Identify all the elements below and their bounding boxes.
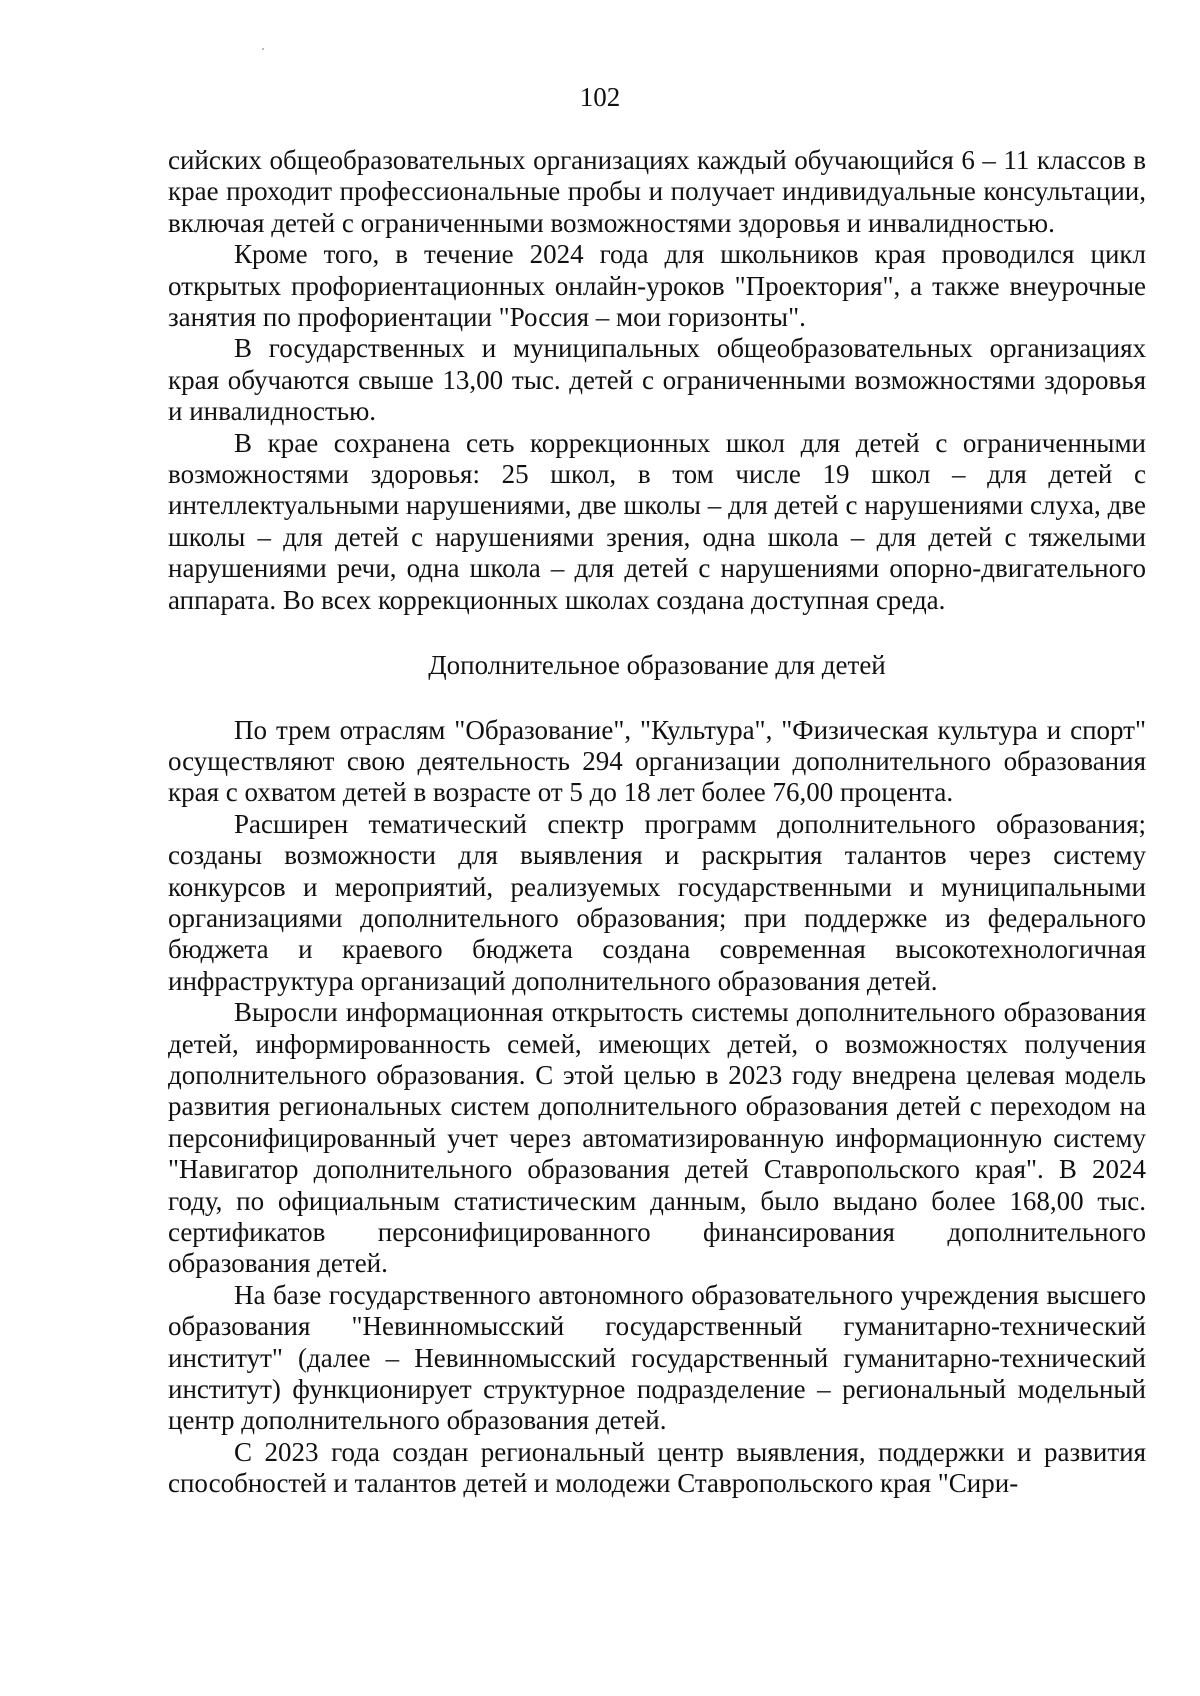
paragraph-information-openness: Выросли информационная открытость системы дополнительного образования детей, информированность семей, имеющих детей, о возможностях получения дополнительного образования. С этой целью в 2023 году внедрена целевая модель развития региональных систем дополнительного образования детей с переходом на персонифицированный учет через автоматизированную информационную систему "Навигатор дополнительного образования детей Ставропольского края". В 2024 году, по официальным статистическим данным, было выдано более 168,00 тыс. сертификатов персонифицированного финансирования дополнительного образования детей. [168, 997, 1146, 1279]
paragraph-model-center: На базе государственного автономного образовательного учреждения высшего образования "Невинномысский государственный гуманитарно-технический институт" (далее – Невинномысский государственный гуманитарно-технический институт) функционирует структурное подразделение – региональный модельный центр дополнительного образования детей. [168, 1279, 1146, 1436]
scan-speck [262, 48, 264, 50]
document-body [168, 145, 1146, 1500]
paragraph-continuation: сийских общеобразовательных организациях каждый обучающийся 6 – 11 классов в крае проходит профессиональные пробы и получает индивидуальные консультации, включая детей с ограниченными возможностями здоровья и инвалидностью. [168, 145, 1146, 238]
section-heading: Дополнительное образование для детей [428, 650, 886, 681]
paragraph-talent-center: С 2023 года создан региональный центр выявления, поддержки и развития способностей и талантов детей и молодежи Ставропольского края "Сири- [168, 1436, 1146, 1499]
page-number: 102 [579, 82, 621, 112]
paragraph-correctional-schools: В крае сохранена сеть коррекционных школ для детей с ограниченными возможностями здоровья: 25 школ, в том числе 19 школ – для детей с интеллектуальными нарушениями, две школы – для детей с нарушениями слуха, две школы – для детей с нарушениями зрения, одна школа – для детей с тяжелыми нарушениями речи, одна школа – для детей с нарушениями опорно-двигательного аппарата. Во всех коррекционных школах создана доступная среда. [168, 427, 1146, 615]
paragraph-program-spectrum: Расширен тематический спектр программ дополнительного образования; созданы возможности для выявления и раскрытия талантов через систему конкурсов и мероприятий, реализуемых государственными и муниципальными организациями дополнительного образования; при поддержке из федерального бюджета и краевого бюджета создана современная высокотехнологичная инфраструктура организаций дополнительного образования детей. [168, 808, 1146, 996]
paragraph-disabled-students: В государственных и муниципальных общеобразовательных организациях края обучаются свыше 13,00 тыс. детей с ограниченными возможностями здоровья и инвалидностью. [168, 333, 1146, 427]
paragraph-three-branches: По трем отраслям "Образование", "Культура", "Физическая культура и спорт" осуществляют свою деятельность 294 организации дополнительного образования края с охватом детей в возрасте от 5 до 18 лет более 76,00 процента. [168, 714, 1146, 808]
paragraph-proektoria: Кроме того, в течение 2024 года для школьников края проводился цикл открытых профориентационных онлайн-уроков "Проектория", а также внеурочные занятия по профориентации "Россия – мои горизонты". [168, 239, 1146, 333]
